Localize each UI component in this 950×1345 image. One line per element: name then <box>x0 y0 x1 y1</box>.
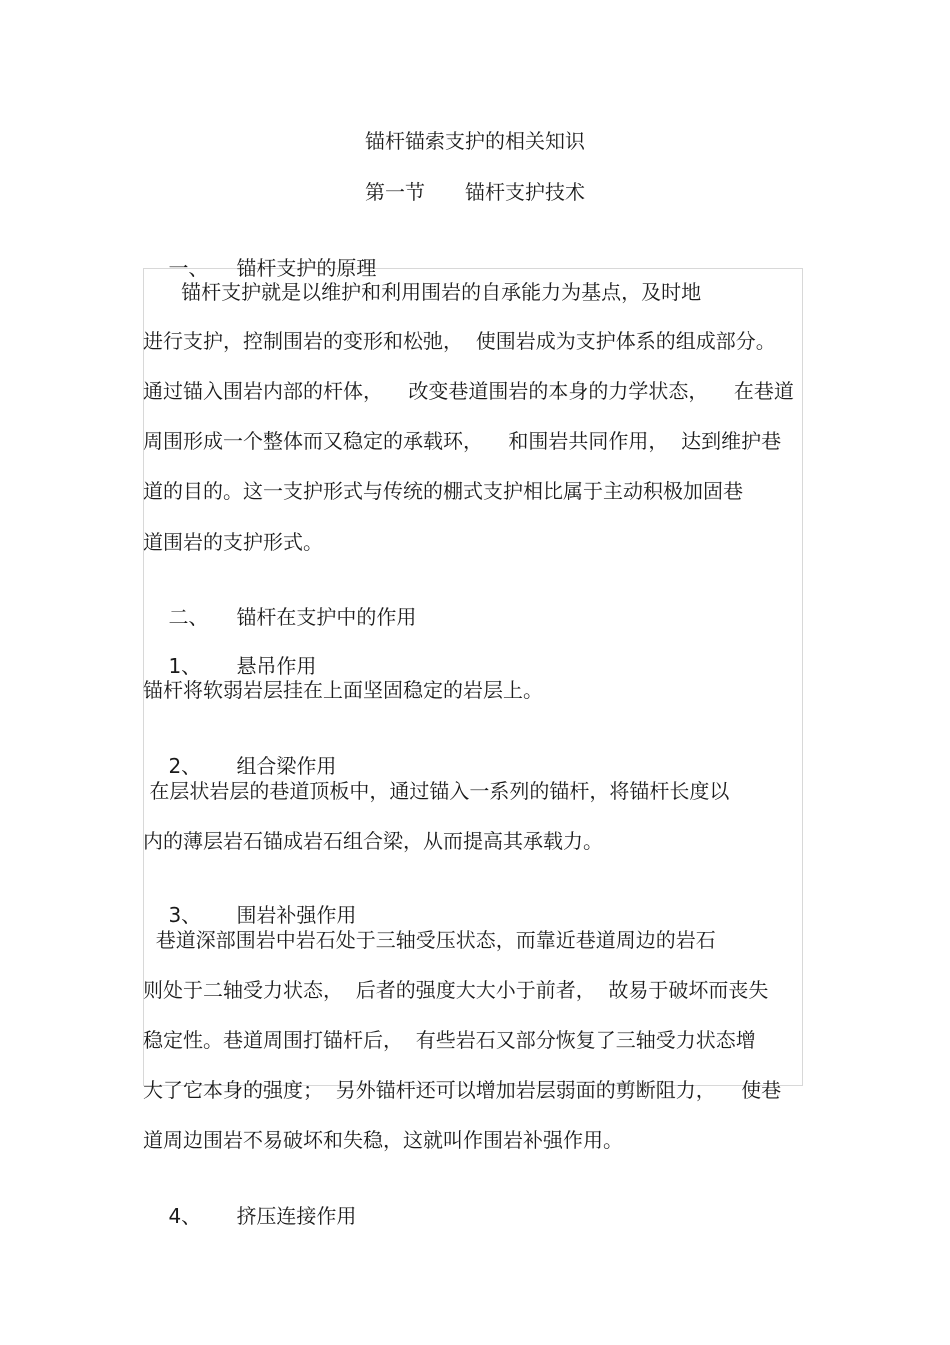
item-marker: 4、 <box>168 1204 202 1228</box>
paragraph-line: 道围岩的支护形式。 <box>143 530 323 554</box>
paragraph-line: 稳定性。巷道周围打锚杆后， 有些岩石又部分恢复了三轴受力状态增 <box>143 1028 756 1052</box>
item-text: 组合梁作用 <box>236 754 337 778</box>
item-heading <box>143 1177 356 1255</box>
item-marker: 2、 <box>168 754 202 778</box>
heading-marker: 一、 <box>168 256 209 280</box>
heading-marker: 二、 <box>168 605 209 629</box>
paragraph-line: 锚杆支护就是以维护和利用围岩的自承能力为基点，及时地 <box>143 280 702 304</box>
item-text: 围岩补强作用 <box>236 903 357 927</box>
paragraph-line: 在层状岩层的巷道顶板中，通过锚入一系列的锚杆，将锚杆长度以 <box>143 779 730 803</box>
document-title: 锚杆锚索支护的相关知识 <box>365 129 585 153</box>
paragraph-line: 道的目的。这一支护形式与传统的棚式支护相比属于主动积极加固巷 <box>143 479 743 503</box>
paragraph-line: 通过锚入围岩内部的杆体， 改变巷道围岩的本身的力学状态， 在巷道 <box>143 379 794 403</box>
heading-text: 锚杆支护的原理 <box>236 256 377 280</box>
paragraph-line: 进行支护，控制围岩的变形和松弛， 使围岩成为支护体系的组成部分。 <box>143 329 776 353</box>
paragraph-line: 周围形成一个整体而又稳定的承载环， 和围岩共同作用， 达到维护巷 <box>143 429 782 453</box>
item-marker: 1、 <box>168 654 202 678</box>
heading-text: 锚杆在支护中的作用 <box>236 605 417 629</box>
paragraph-line: 巷道深部围岩中岩石处于三轴受压状态，而靠近巷道周边的岩石 <box>143 928 716 952</box>
item-marker: 3、 <box>168 903 202 927</box>
paragraph-line: 内的薄层岩石锚成岩石组合梁，从而提高其承载力。 <box>143 829 603 853</box>
paragraph-line: 道周边围岩不易破坏和失稳，这就叫作围岩补强作用。 <box>143 1128 623 1152</box>
section-title: 第一节 锚杆支护技术 <box>365 180 585 204</box>
item-text: 悬吊作用 <box>236 654 317 678</box>
paragraph-line: 则处于二轴受力状态， 后者的强度大大小于前者， 故易于破坏而丧失 <box>143 978 769 1002</box>
item-text: 挤压连接作用 <box>236 1204 357 1228</box>
paragraph-line: 锚杆将软弱岩层挂在上面坚固稳定的岩层上。 <box>143 678 543 702</box>
paragraph-line: 大了它本身的强度； 另外锚杆还可以增加岩层弱面的剪断阻力， 使巷 <box>143 1078 782 1102</box>
